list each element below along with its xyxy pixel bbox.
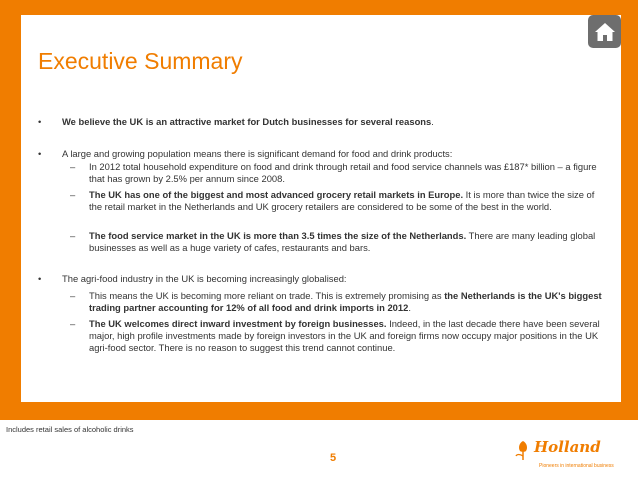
sub-bullet-text: The UK has one of the biggest and most advanced grocery retail markets in Europe. It is more than twice the size of the retail market in the Netherlands and UK grocery retailers are considered to be some of the best in the world. [89,189,595,212]
sub-bullet-text: The food service market in the UK is more than 3.5 times the size of the Netherlands. There are many leading global businesses as well as a huge variety of cafes, restaurants and bars. [89,230,596,253]
footnote: Includes retail sales of alcoholic drinks [6,425,134,434]
bullet-marker: • [38,273,42,284]
sub-bullet-text: This means the UK is becoming more reliant on trade. This is extremely promising as the Netherlands is the UK's biggest trading partner accounting for 12% of all food and drink imports in 2012. [89,290,602,313]
tulip-icon [512,439,534,461]
dash-marker: – [70,318,76,329]
home-icon [594,21,616,43]
holland-logo [512,438,638,474]
bullet-text: A large and growing population means there is significant demand for food and drink products: [62,148,453,159]
page-number: 5 [330,452,337,464]
page-title: Executive Summary [38,48,243,74]
bullet-marker: • [38,116,42,127]
sub-bullet-text: In 2012 total household expenditure on food and drink through retail and food service channels was £187* billion – a figure that has grown by 2.5% per annum since 2008. [89,161,597,184]
dash-marker: – [70,189,76,200]
dash-marker: – [70,230,76,241]
dash-marker: – [70,161,76,172]
sub-bullet-text: The UK welcomes direct inward investment by foreign businesses. Indeed, in the last decade there have been several major, high profile investments made by foreign investors in the UK and foreign firms now occupy major positions in the UK agri-food sector. There is no reason to suggest this trend cannot continue. [89,318,600,353]
bullet-text: The agri-food industry in the UK is becoming increasingly globalised: [62,273,347,284]
logo-tagline: Pioneers in international business [539,463,614,469]
logo-wordmark: Holland [534,438,601,456]
home-button[interactable] [588,15,621,48]
dash-marker: – [70,290,76,301]
bullet-marker: • [38,148,42,159]
bullet-text: We believe the UK is an attractive market for Dutch businesses for several reasons. [62,116,434,127]
